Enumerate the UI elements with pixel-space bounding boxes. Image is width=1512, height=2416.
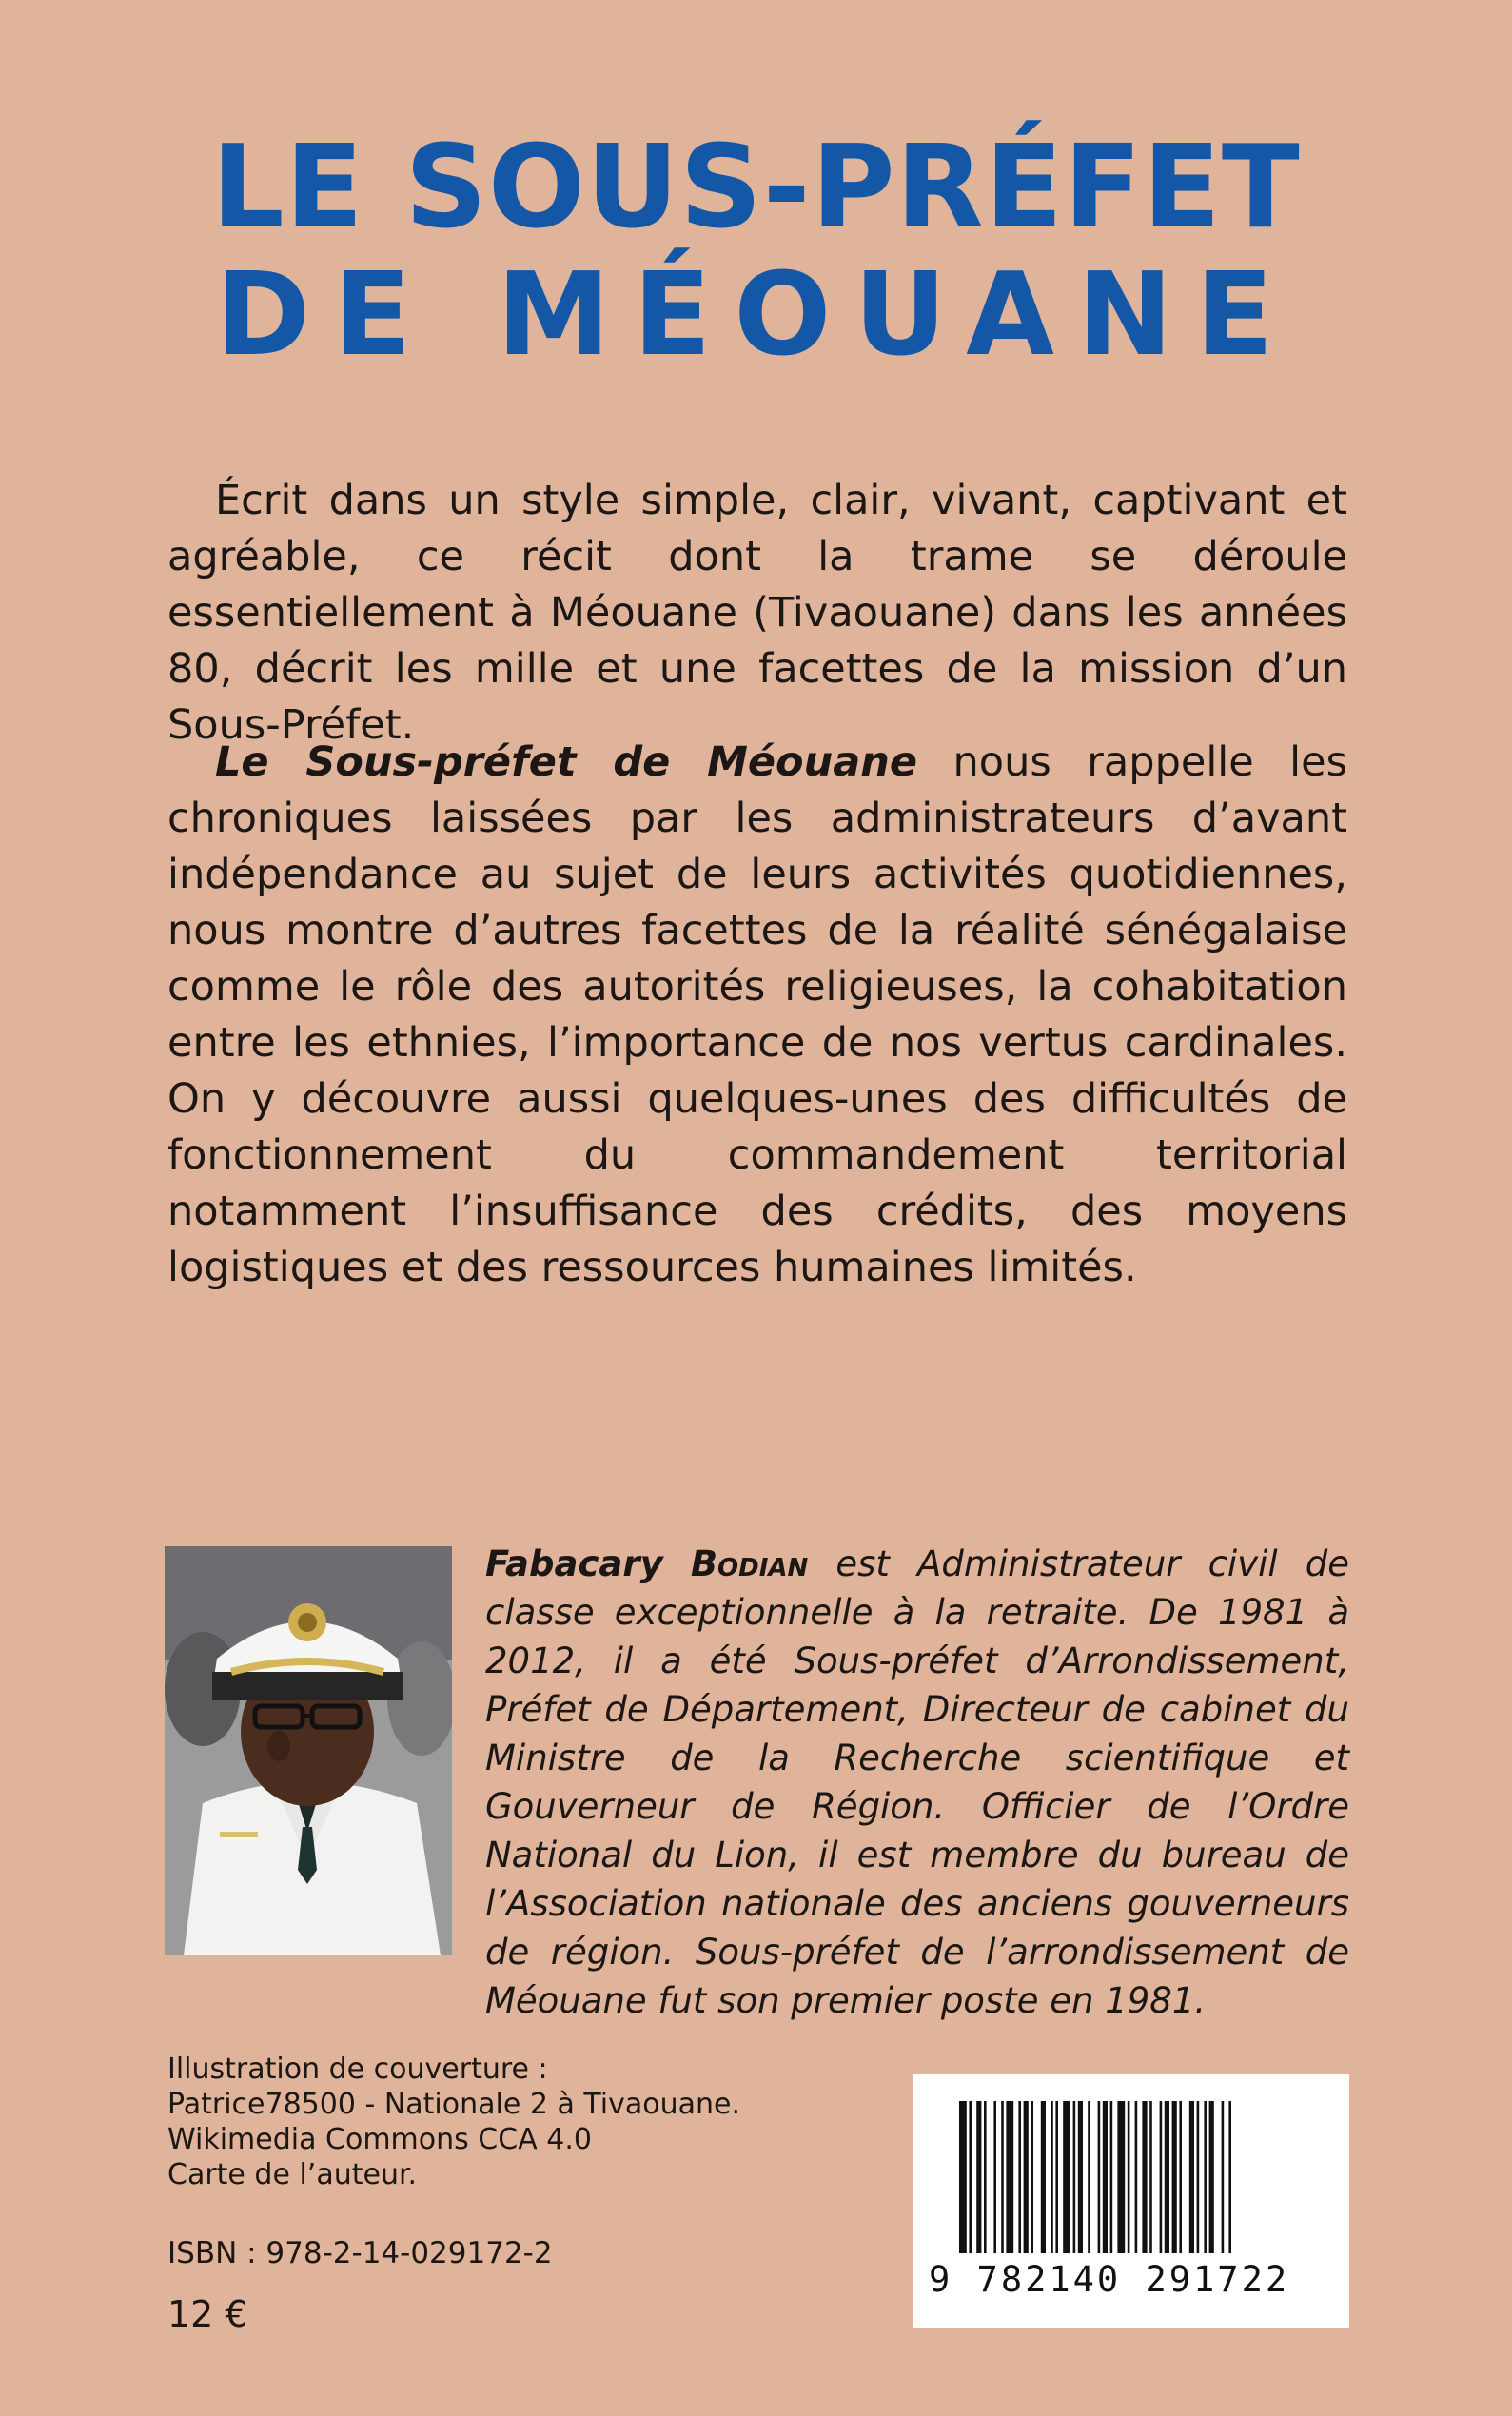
author-last-name: Bodian [690, 1543, 809, 1584]
barcode-bar [1024, 2101, 1029, 2253]
barcode-bar [993, 2101, 996, 2253]
barcode-bar [1204, 2101, 1207, 2253]
title-line-2: DE MÉOUANE [215, 249, 1297, 382]
barcode-bar [1228, 2101, 1231, 2253]
barcode-bar [1041, 2101, 1046, 2253]
barcode-bar [1160, 2101, 1163, 2253]
author-photo [165, 1546, 452, 1955]
barcode-bar [1165, 2101, 1169, 2253]
barcode-bar [1128, 2101, 1130, 2253]
barcode-bar [1018, 2101, 1021, 2253]
blurb-paragraph-2-text: nous rappelle les chroniques laissées par les administrateurs d’avant indépendance au sujet de leurs activités quotidiennes, nous montre d’autres facettes de la réalité sénégalaise comme le rôle des autorités religieuses, la cohabitation entre les ethnies, l’importance de nos vertus cardinales. On y découvre aussi quelques-unes des difficultés de fonctionnement du commandement territorial notamment l’insuffisance des crédits, des moyens logistiques et des ressources humaines limités. [167, 738, 1347, 1291]
barcode-bar [1117, 2101, 1125, 2253]
barcode-bar [1063, 2101, 1070, 2253]
barcode-bar [1001, 2101, 1004, 2253]
barcode-bar [1103, 2101, 1108, 2253]
barcode-bar [1222, 2101, 1225, 2253]
barcode-bar [1197, 2101, 1200, 2253]
credit-line-3: Wikimedia Commons CCA 4.0 [167, 2123, 592, 2156]
author-bio-text: est Administrateur civil de classe exceptionnelle à la retraite. De 1981 à 2012, il a été Sous-préfet d’Arrondissement, Préfet de Département, Directeur de cabinet du Ministre de la Recherche scientifique et Gouverneur de Région. Officier de l’Ordre National du Lion, il est membre du bureau de l’Association nationale des anciens gouverneurs de région. Sous-préfet de l’arrondissement de Méouane fut son premier poste en 1981. [485, 1543, 1350, 2021]
book-title-inline: Le Sous-préfet de Méouane [215, 738, 917, 786]
barcode-number: 9 782140 291722 [929, 2259, 1290, 2300]
ean13-barcode-icon [913, 2074, 1349, 2265]
barcode-bar [1110, 2101, 1113, 2253]
barcode-bar [1149, 2101, 1152, 2253]
barcode-bar [1055, 2101, 1058, 2253]
author-portrait-icon [165, 1546, 452, 1955]
credit-line-1: Illustration de couverture : [167, 2053, 548, 2086]
barcode-bar [1209, 2101, 1214, 2253]
barcode-bar [1189, 2101, 1194, 2253]
barcode-bar [1098, 2101, 1101, 2253]
barcode-bar [959, 2101, 967, 2253]
barcode-bar [1031, 2101, 1033, 2253]
title-line-1: LE SOUS-PRÉFET [211, 122, 1301, 254]
credit-line-4: Carte de l’auteur. [167, 2158, 418, 2191]
blurb-paragraph-1: Écrit dans un style simple, clair, vivant, captivant et agréable, ce récit dont la trame se déroule essentiellement à Méouane (Tivaouane) dans les années 80, décrit les mille et une facettes de la mission d’un Sous-Préfet. [167, 477, 1347, 749]
barcode-bar [1051, 2101, 1053, 2253]
barcode-bar [1006, 2101, 1013, 2253]
barcode-bar [1073, 2101, 1076, 2253]
barcode-bar [1088, 2101, 1090, 2253]
barcode [913, 2074, 1349, 2328]
author-first-name: Fabacary [485, 1543, 663, 1584]
blurb-paragraph-2 [167, 735, 1347, 1296]
barcode-bar [1172, 2101, 1177, 2253]
barcode-bar [1078, 2101, 1083, 2253]
barcode-bar [1135, 2101, 1138, 2253]
barcode-bar [976, 2101, 981, 2253]
credit-line-2: Patrice78500 - Nationale 2 à Tivaouane. [167, 2088, 741, 2121]
barcode-bar [1179, 2101, 1182, 2253]
barcode-bar [1142, 2101, 1147, 2253]
author-bio [485, 1540, 1349, 2025]
barcode-bar [984, 2101, 987, 2253]
isbn: ISBN : 978-2-14-029172-2 [167, 2236, 553, 2270]
cover-credits [167, 2052, 757, 2192]
barcode-bar [969, 2101, 972, 2253]
price: 12 € [167, 2293, 248, 2335]
